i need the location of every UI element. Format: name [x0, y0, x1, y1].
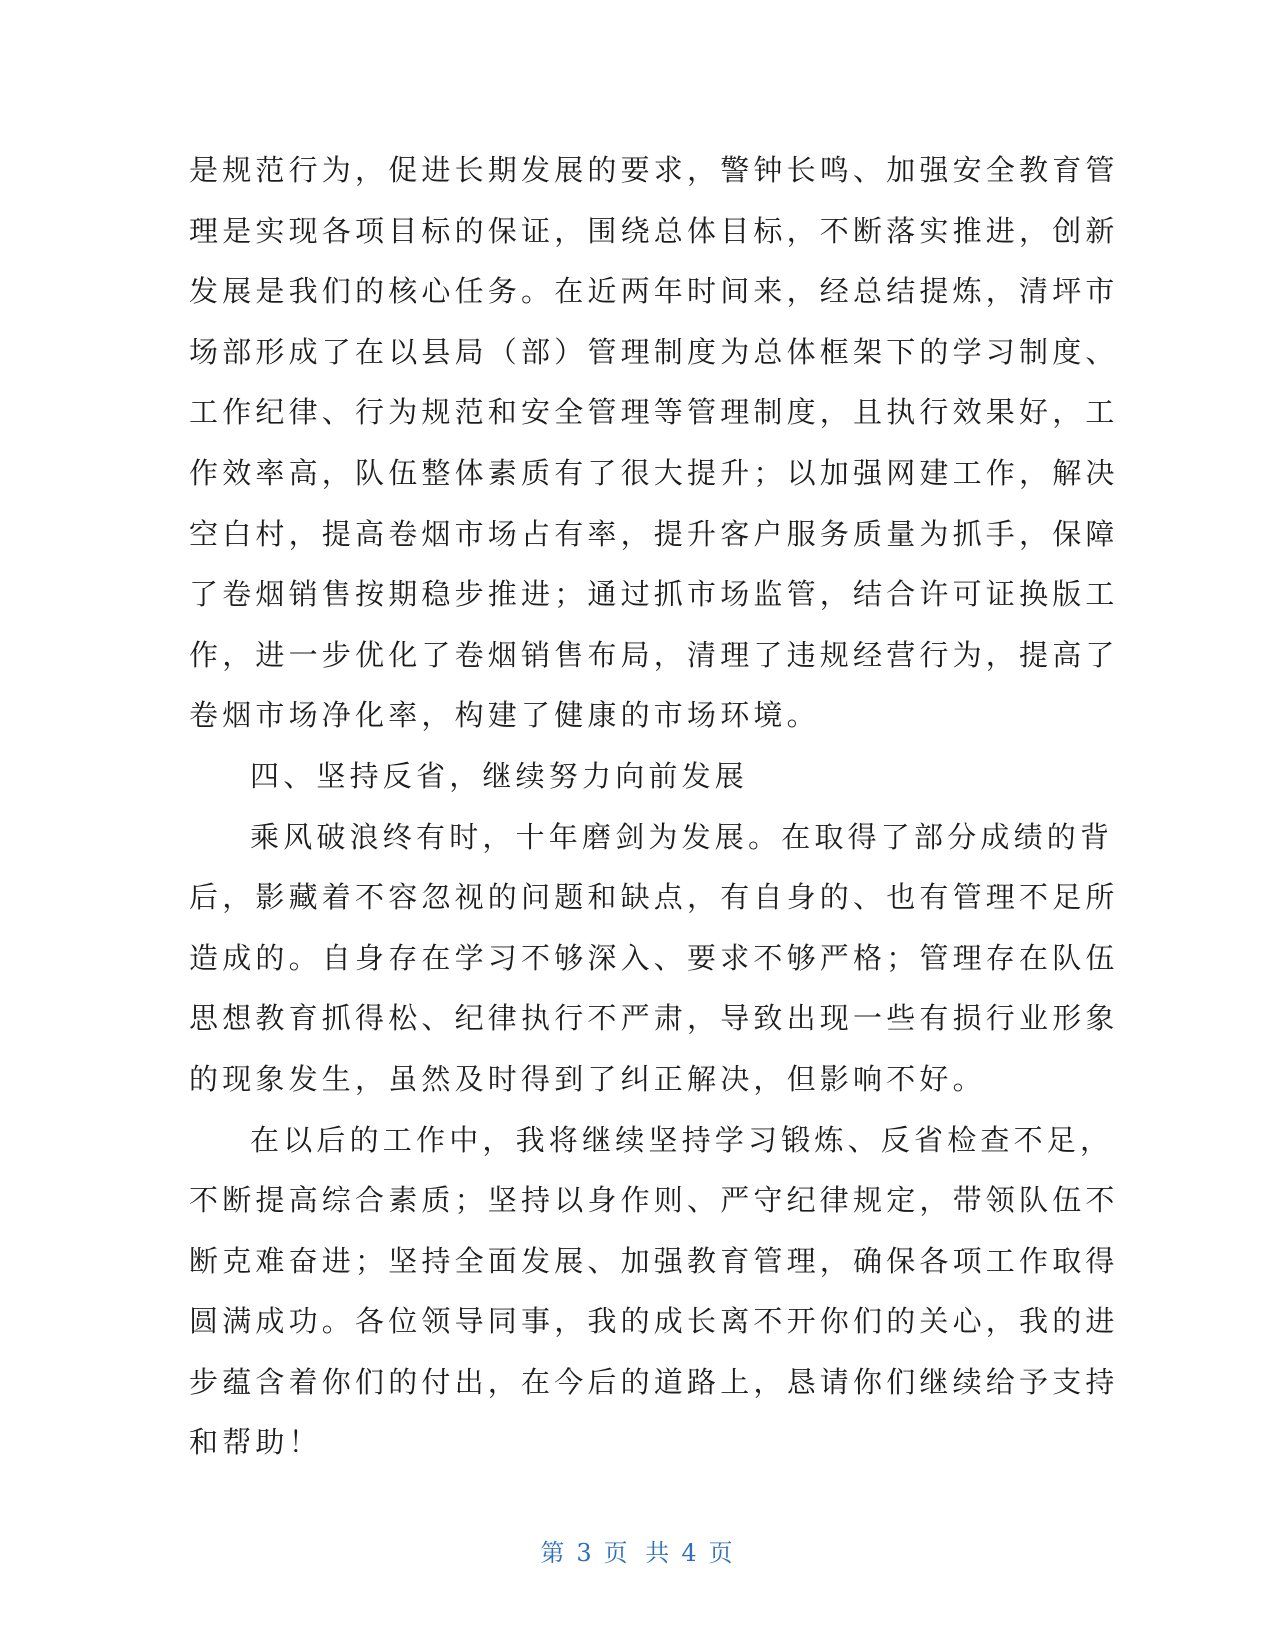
text-line: 在以后的工作中，我将继续坚持学习锻炼、反省检查不足， — [250, 1122, 1114, 1157]
text-line: 卷烟市场净化率，构建了健康的市场环境。 — [189, 698, 820, 733]
text-line: 断克难奋进；坚持全面发展、加强教育管理，确保各项工作取得 — [189, 1243, 1119, 1278]
text-line: 步蕴含着你们的付出，在今后的道路上，恳请你们继续给予支持 — [189, 1364, 1119, 1399]
footer-suffix: 页 — [708, 1539, 735, 1567]
document-body — [189, 140, 1119, 1473]
text-line: 后，影藏着不容忽视的问题和缺点，有自身的、也有管理不足所 — [189, 880, 1119, 915]
text-line: 圆满成功。各位领导同事，我的成长离不开你们的关心，我的进 — [189, 1304, 1119, 1339]
text-line: 工作纪律、行为规范和安全管理等管理制度，且执行效果好，工 — [189, 395, 1119, 430]
text-line: 不断提高综合素质；坚持以身作则、严守纪律规定，带领队伍不 — [189, 1183, 1119, 1218]
text-line: 造成的。自身存在学习不够深入、要求不够严格；管理存在队伍 — [189, 940, 1119, 975]
section-heading: 四、坚持反省，继续努力向前发展 — [250, 758, 749, 793]
text-line: 空白村，提高卷烟市场占有率，提升客户服务质量为抓手，保障 — [189, 516, 1119, 551]
footer-prefix: 第 — [540, 1539, 567, 1567]
text-line: 场部形成了在以县局（部）管理制度为总体框架下的学习制度、 — [189, 334, 1119, 369]
footer-total-pages: 4 — [681, 1539, 699, 1567]
page-footer — [0, 1533, 1275, 1568]
footer-middle: 页 共 — [603, 1539, 672, 1567]
text-line: 是规范行为，促进长期发展的要求，警钟长鸣、加强安全教育管 — [189, 153, 1119, 187]
text-line: 理是实现各项目标的保证，围绕总体目标，不断落实推进，创新 — [189, 213, 1119, 248]
text-line: 和帮助！ — [189, 1425, 322, 1460]
text-line: 乘风破浪终有时，十年磨剑为发展。在取得了部分成绩的背 — [250, 819, 1114, 854]
text-line: 作效率高，队伍整体素质有了很大提升；以加强网建工作，解决 — [189, 455, 1119, 490]
text-line: 的现象发生，虽然及时得到了纠正解决，但影响不好。 — [189, 1061, 986, 1096]
text-line: 思想教育抓得松、纪律执行不严肃，导致出现一些有损行业形象 — [189, 1001, 1119, 1036]
text-line: 作，进一步优化了卷烟销售布局，清理了违规经营行为，提高了 — [189, 637, 1119, 672]
text-line: 了卷烟销售按期稳步推进；通过抓市场监管，结合许可证换版工 — [189, 577, 1119, 612]
text-line: 发展是我们的核心任务。在近两年时间来，经总结提炼，清坪市 — [189, 274, 1119, 309]
footer-current-page: 3 — [576, 1539, 594, 1567]
